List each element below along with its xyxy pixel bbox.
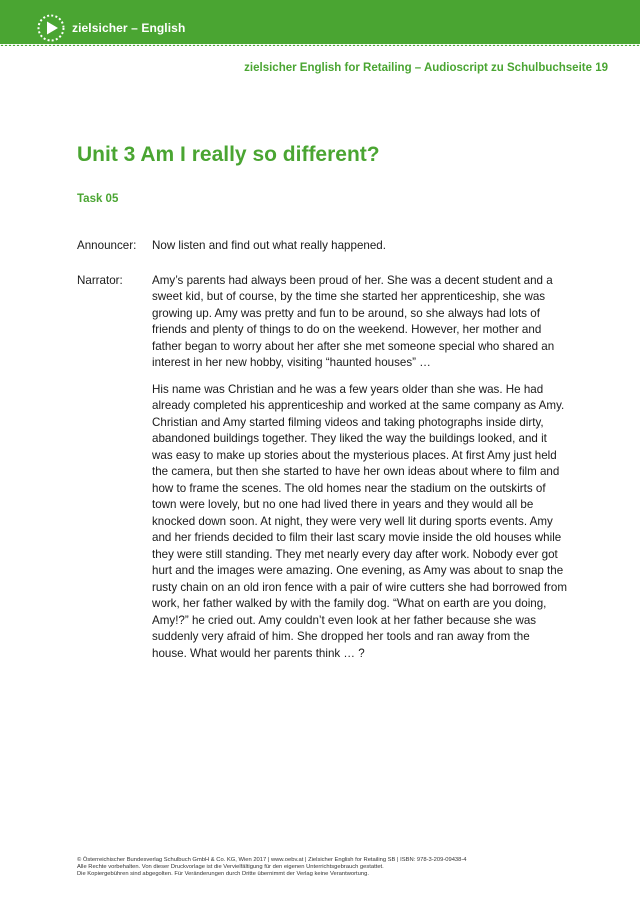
speech	[152, 238, 567, 265]
speech	[152, 273, 567, 673]
page-title: Unit 3 Am I really so different?	[77, 143, 380, 166]
dialogue-row-narrator	[77, 273, 567, 673]
speech-paragraph: Now listen and find out what really happened.	[152, 239, 386, 252]
play-icon	[36, 13, 66, 43]
dialogue-row-announcer	[77, 238, 567, 265]
banner-dotted-edge	[0, 40, 640, 46]
footer-disclaimer: Die Kopiergebühren sind abgegolten. Für Veränderungen durch Dritte übernimmt der Verlag keine Verantwortung.	[77, 871, 369, 878]
brand-logo-text: zielsicher – English	[72, 21, 186, 35]
footer-rights: Alle Rechte vorbehalten. Von dieser Druckvorlage ist die Vervielfältigung für den eigenen Unterrichtsgebrauch gestattet.	[77, 864, 384, 871]
footer	[77, 857, 597, 879]
task-label: Task 05	[77, 193, 119, 205]
speech-paragraph: His name was Christian and he was a few years older than she was. He had already completed his apprenticeship and worked at the same company as Amy. Christian and Amy started filming videos and taking photographs inside dirty, abandoned buildings together. They liked the way the buildings looked, and it was easy to make up stories about the mysterious places. At first Amy just held the camera, but then she started to have her own ideas about where to film and how to frame the scenes. The old homes near the stadium on the outskirts of town were lovely, but no one had lived there in years and they would all be knocked down soon. At night, they were very well lit during sports events. Amy and her friends decided to film their last scary movie inside the old houses while they were still standing. They met nearly every day after work. Nobody ever got hurt and the images were amazing. One evening, as Amy was about to snap the rusty chain on an old iron fence with a pair of wire cutters she had borrowed from work, her father walked by with the family dog. “What on earth are you doing, Amy!?” he cried out. Amy couldn’t even look at her father because she was suddenly very afraid of him. She dropped her tools and ran away from the house. What would her parents think … ?	[152, 382, 568, 660]
speech-paragraph: Amy’s parents had always been proud of her. She was a decent student and a sweet kid, but of course, by the time she started her apprenticeship, she was growing up. Amy was pretty and fun to be around, so she always had lots of friends and plenty of things to do on the weekend. However, her mother and father began to worry about her after she met someone special who shared an interest in her new hobby, visiting “haunted houses” …	[152, 273, 555, 369]
dialogue	[77, 238, 567, 680]
header-title: zielsicher English for Retailing – Audioscript zu Schulbuchseite 19	[244, 62, 608, 74]
speaker-label: Narrator:	[77, 273, 123, 287]
speaker-label: Announcer:	[77, 239, 137, 252]
footer-copyright: © Österreichischer Bundesverlag Schulbuch GmbH & Co. KG, Wien 2017 | www.oebv.at | Zielsicher English for Retailing SB | ISBN: 978-3-209-09438-4	[77, 857, 467, 863]
